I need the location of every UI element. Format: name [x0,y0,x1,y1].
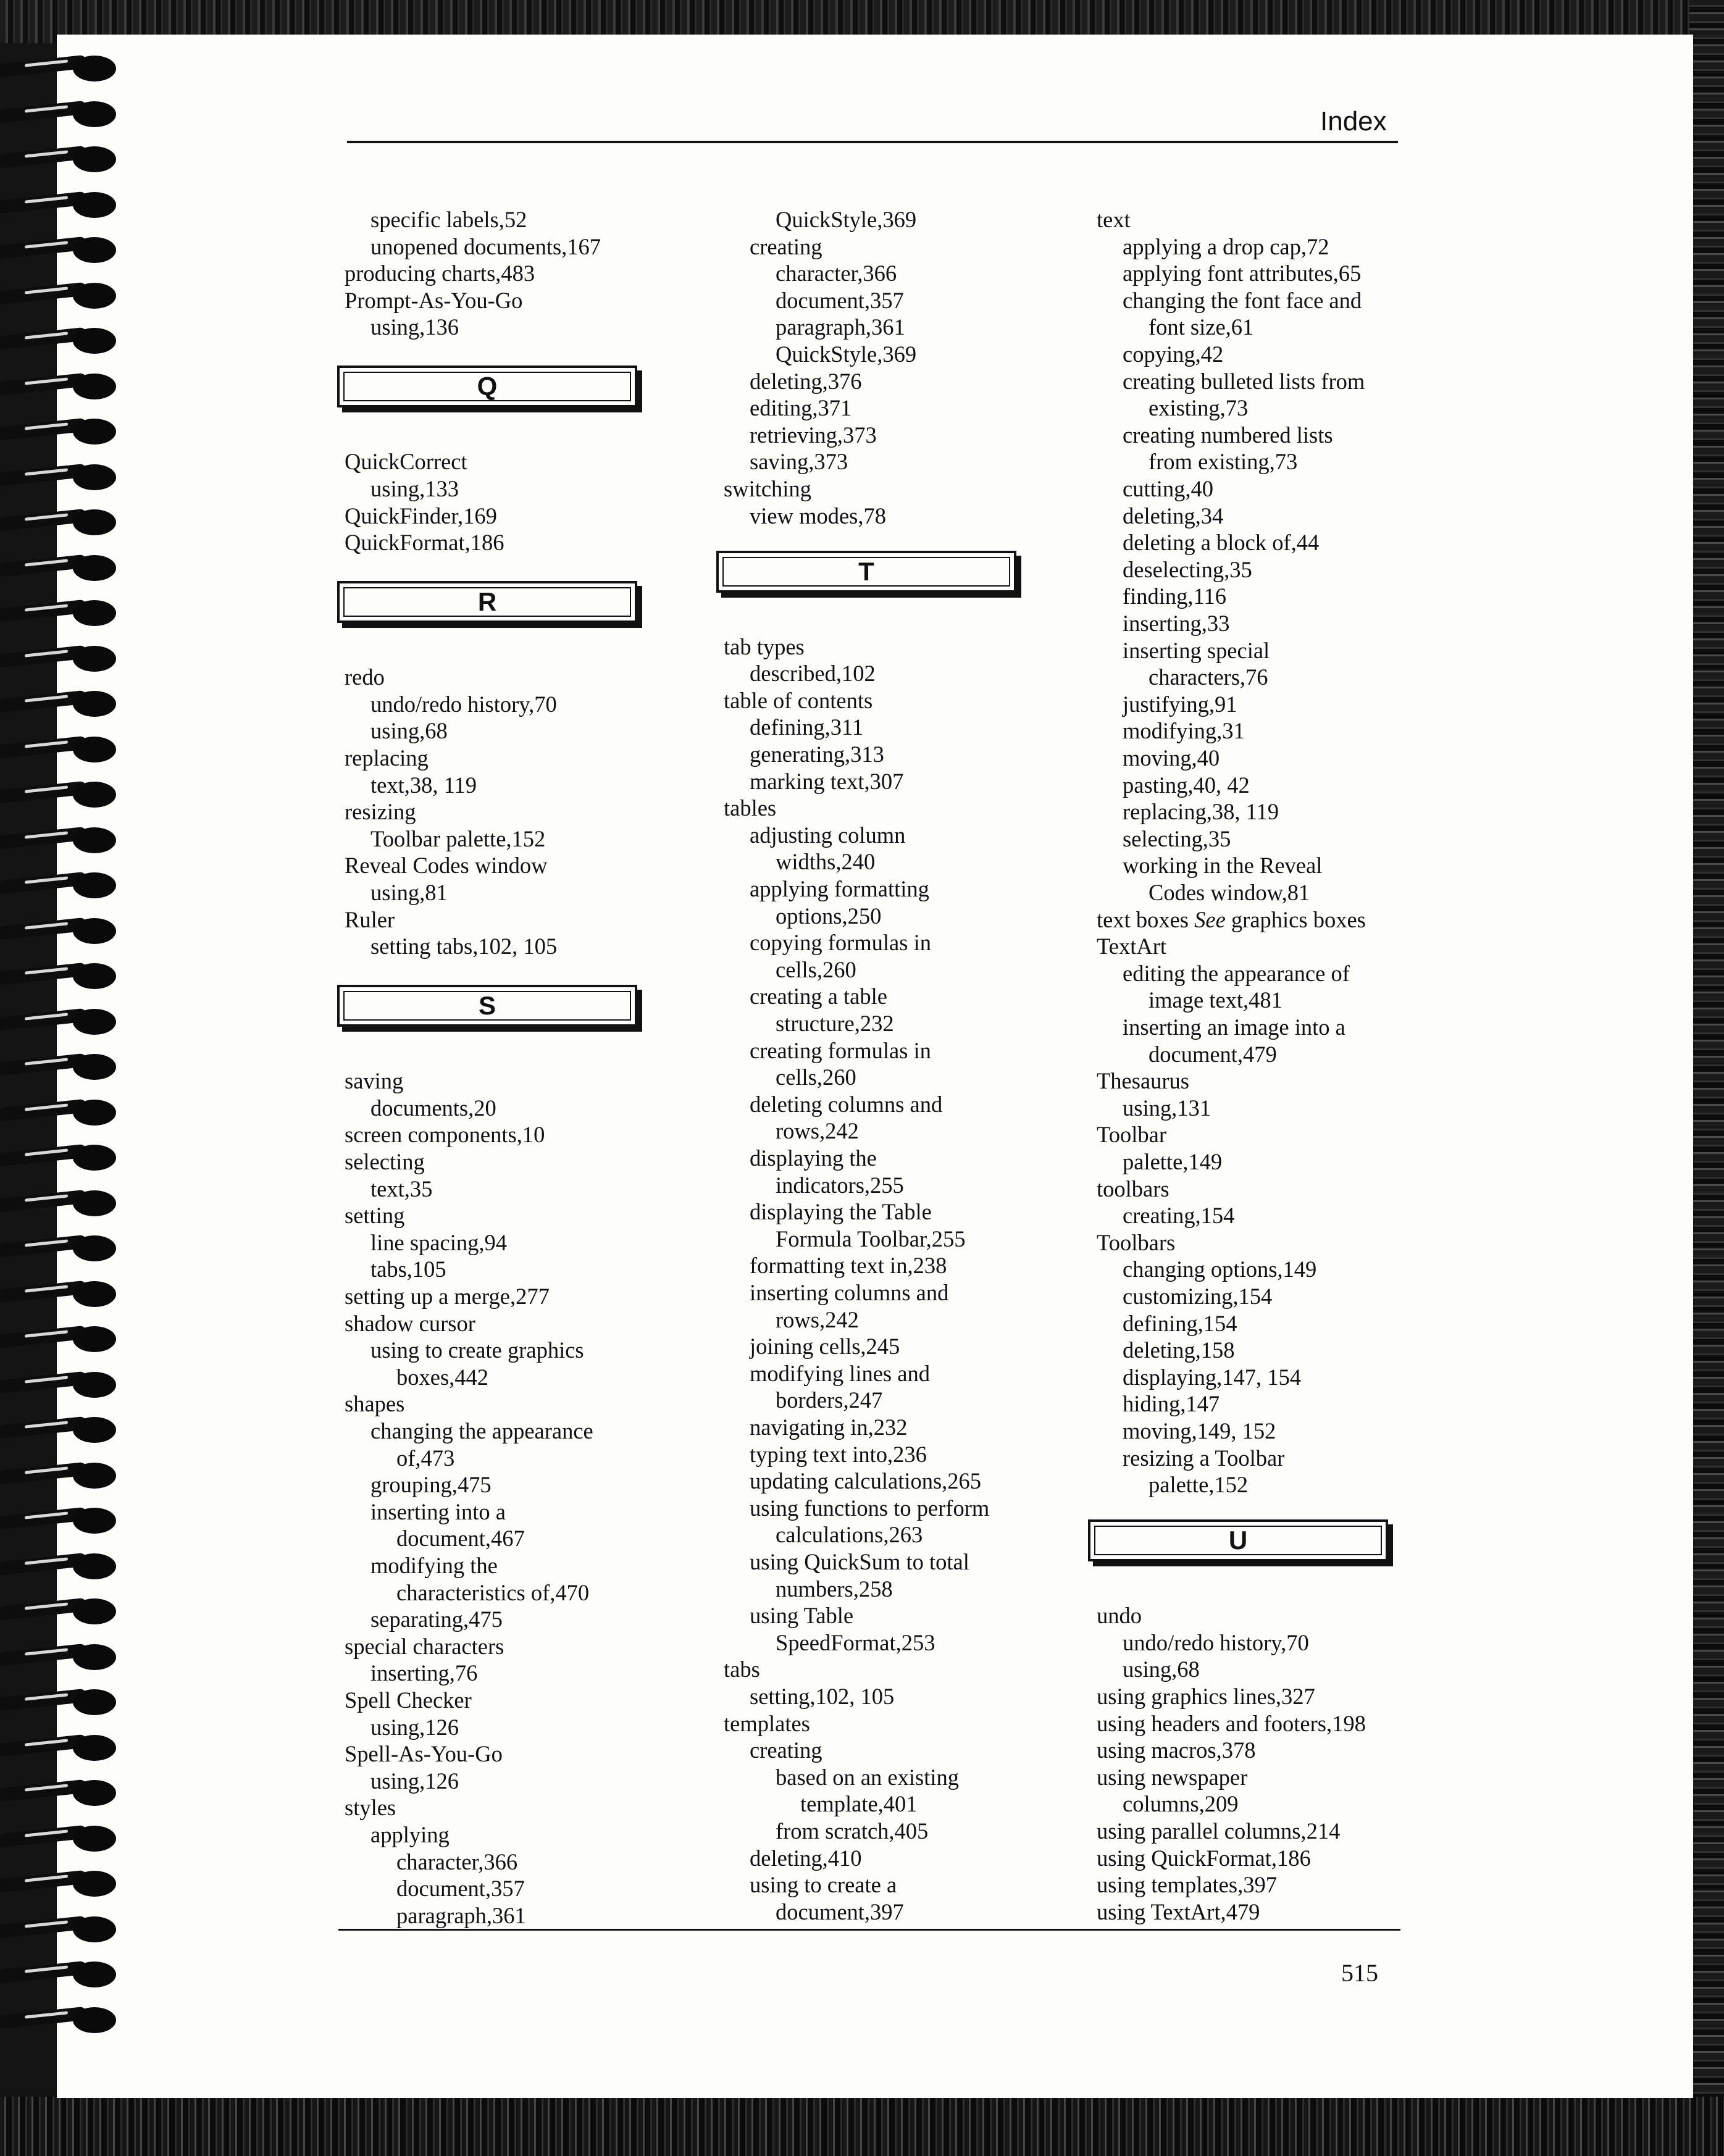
index-entry-level-1: applying [370,1822,450,1847]
index-entry-level-2: indicators,255 [776,1172,904,1198]
index-entry-level-1: inserting special [1123,637,1270,663]
index-entry-level-1: navigating in,232 [750,1414,908,1440]
binding-ring [0,1326,127,1351]
index-entry-level-2: calculations,263 [776,1522,923,1548]
index-entry-level-1: unopened documents,167 [370,233,601,259]
binding-ring [0,1826,127,1850]
section-letter-box-r [337,581,637,623]
index-entry-level-0: resizing [345,799,416,825]
index-entry-level-1: deleting,34 [1123,503,1224,529]
index-entry-level-0: using QuickFormat,186 [1097,1845,1311,1871]
index-entry-level-2: cells,260 [776,956,856,982]
index-entry-level-1: using,126 [370,1714,459,1740]
binding-ring [0,283,127,307]
index-entry-level-1: using to create graphics [370,1337,584,1363]
index-entry-level-0: shapes [345,1391,405,1417]
index-entry-level-2: rows,242 [776,1118,859,1144]
index-entry-level-2: widths,240 [776,849,876,875]
section-letter: Q [477,372,498,401]
index-entry-level-1: generating,313 [750,742,884,767]
index-entry-level-1: using,68 [370,718,448,744]
binding-ring [0,1644,127,1669]
index-entry-level-1: creating bulleted lists from [1123,368,1365,394]
section-letter: R [477,587,497,617]
index-entry-level-1: changing the font face and [1123,287,1362,313]
index-entry-level-1: defining,311 [750,714,864,740]
index-entry-level-0: shadow cursor [345,1310,475,1336]
page-number: 515 [1341,1959,1378,1987]
binding-ring [0,1281,127,1306]
index-entry-level-1: saving,373 [750,449,848,475]
index-entry-level-1: modifying,31 [1123,718,1245,744]
index-entry-level-0: using graphics lines,327 [1097,1684,1315,1709]
binding-ring [0,1100,127,1124]
index-entry-level-1: retrieving,373 [750,422,877,448]
index-entry-level-1: applying a drop cap,72 [1123,233,1329,259]
index-entry-level-1: using,81 [370,880,448,905]
binding-ring [0,374,127,398]
index-entry-level-2: characteristics of,470 [396,1579,590,1605]
index-entry-level-1: deleting,376 [750,368,862,394]
index-entry-level-0: redo [345,664,385,690]
index-entry-level-1: creating,154 [1123,1203,1235,1229]
binding-ring [0,192,127,217]
index-entry-level-1: setting,102, 105 [750,1684,895,1709]
index-entry-level-0: tables [724,795,777,821]
header-rule [347,141,1398,143]
index-entry-level-0: switching [724,476,811,501]
index-entry-level-1: using,133 [370,476,459,501]
index-entry-level-1: view modes,78 [750,503,886,529]
binding-ring [0,782,127,806]
index-entry-level-0: screen components,10 [345,1122,545,1148]
section-letter-box-s [337,985,637,1027]
binding-ring [0,56,127,80]
index-entry-level-2: options,250 [776,903,882,929]
binding-ring [0,146,127,171]
index-entry-level-2: paragraph,361 [776,314,905,340]
index-entry-level-2: character,366 [396,1849,518,1874]
index-entry-level-1: inserting,76 [370,1660,478,1686]
binding-ring [0,328,127,353]
index-entry-level-2: structure,232 [776,1011,894,1036]
index-entry-level-1: typing text into,236 [750,1441,927,1467]
scan-border-bottom [0,2097,1724,2156]
index-entry-level-1: moving,40 [1123,745,1220,771]
index-entry-level-0: templates [724,1710,810,1736]
index-entry-level-2: numbers,258 [776,1576,893,1602]
index-entry-level-0: QuickFinder,169 [345,503,497,529]
index-entry-level-1: using functions to perform [750,1495,990,1521]
binding-ring [0,1553,127,1578]
index-entry-level-0: setting [345,1203,405,1229]
index-entry-level-2: SpeedFormat,253 [776,1629,935,1655]
index-entry-level-0: TextArt [1097,934,1166,959]
index-entry-level-1: displaying the [750,1145,877,1171]
index-entry-level-1: inserting an image into a [1123,1014,1345,1040]
index-entry-level-1: using,68 [1123,1657,1200,1682]
index-entry-level-1: inserting into a [370,1498,506,1524]
index-entry-level-1: moving,149, 152 [1123,1418,1276,1444]
index-entry-level-0: Prompt-As-You-Go [345,287,523,313]
index-entry-level-0: using TextArt,479 [1097,1899,1260,1924]
binding-ring [0,1916,127,1941]
index-entry-level-1: using,126 [370,1768,459,1794]
binding-ring [0,1054,127,1079]
spiral-binding [0,43,130,2093]
index-entry-level-1: modifying the [370,1553,498,1578]
index-entry-level-1: columns,209 [1123,1791,1239,1817]
binding-ring [0,1735,127,1760]
index-entry-level-1: setting tabs,102, 105 [370,934,558,959]
binding-ring [0,1508,127,1532]
index-entry-level-0: QuickCorrect [345,449,467,475]
index-entry-level-0: Reveal Codes window [345,853,548,879]
binding-ring [0,1417,127,1442]
index-entry-level-1: deselecting,35 [1123,556,1252,582]
index-entry-level-1: specific labels,52 [370,207,527,232]
binding-ring [0,2007,127,2032]
index-entry-level-2: QuickStyle,369 [776,341,917,367]
index-entry-level-2: of,473 [396,1445,455,1471]
scan-border-right [1689,0,1724,2156]
index-entry-level-1: creating numbered lists [1123,422,1333,448]
index-entry-level-1: editing the appearance of [1123,960,1350,986]
index-entry-level-1: tabs,105 [370,1256,446,1282]
index-entry-level-0: using headers and footers,198 [1097,1710,1366,1736]
index-entry-level-1: applying formatting [750,876,929,901]
binding-ring [0,1871,127,1895]
index-entry-level-1: palette,149 [1123,1149,1223,1174]
section-letter-box-q [337,366,637,407]
index-entry-level-1: adjusting column [750,822,906,848]
index-entry-level-1: Toolbar palette,152 [370,825,546,851]
index-entry-level-1: changing the appearance [370,1418,593,1444]
binding-ring [0,419,127,443]
index-entry-level-2: characters,76 [1149,664,1268,690]
binding-ring [0,1962,127,1986]
index-entry-level-2: boxes,442 [396,1364,489,1390]
index-entry-level-2: Formula Toolbar,255 [776,1226,966,1251]
index-entry-level-2: from scratch,405 [776,1818,929,1844]
index-entry-level-2: document,467 [396,1526,525,1552]
binding-ring [0,1780,127,1805]
index-entry-level-1: inserting columns and [750,1280,949,1305]
index-entry-level-1: deleting a block of,44 [1123,530,1320,556]
index-entry-level-1: cutting,40 [1123,476,1213,501]
index-entry-level-0: using templates,397 [1097,1872,1277,1898]
index-entry-level-1: undo/redo history,70 [370,691,557,717]
index-entry-level-2: existing,73 [1149,395,1249,421]
index-entry-level-1: documents,20 [370,1095,496,1121]
index-entry-level-3: template,401 [800,1791,918,1817]
index-entry-level-1: joining cells,245 [750,1334,900,1360]
index-entry-level-1: separating,475 [370,1607,503,1632]
section-letter: S [478,991,496,1021]
binding-ring [0,464,127,489]
index-entry-level-1: using to create a [750,1872,897,1898]
index-entry-level-1: changing options,149 [1123,1256,1317,1282]
index-entry-level-1: using Table [750,1603,854,1629]
binding-ring [0,1372,127,1397]
index-entry-level-0: Spell Checker [345,1687,472,1713]
index-entry-level-2: rows,242 [776,1306,859,1332]
index-entry-level-1: copying,42 [1123,341,1224,367]
index-entry-level-1: text,38, 119 [370,772,477,798]
index-entry-level-2: cells,260 [776,1064,856,1090]
binding-ring [0,737,127,761]
index-entry-level-1: working in the Reveal [1123,853,1323,879]
index-entry-level-2: document,357 [776,287,904,313]
index-entry-level-0: Ruler [345,906,395,932]
index-entry-level-0: text boxes See graphics boxes [1097,906,1366,932]
index-entry-level-2: font size,61 [1149,314,1254,340]
index-entry-level-0: producing charts,483 [345,261,535,286]
index-entry-level-1: described,102 [750,661,876,687]
index-entry-level-2: from existing,73 [1149,449,1298,475]
index-entry-level-1: modifying lines and [750,1360,930,1386]
index-entry-level-2: document,479 [1149,1041,1277,1067]
index-entry-level-1: line spacing,94 [370,1229,507,1255]
index-entry-level-1: selecting,35 [1123,825,1231,851]
index-entry-level-1: finding,116 [1123,583,1226,609]
index-entry-level-1: resizing a Toolbar [1123,1445,1285,1471]
binding-ring [0,1463,127,1487]
binding-ring [0,918,127,943]
index-entry-level-1: displaying,147, 154 [1123,1364,1301,1390]
index-entry-level-0: tab types [724,633,805,659]
index-entry-level-1: deleting columns and [750,1091,943,1117]
index-entry-level-1: customizing,154 [1123,1284,1273,1309]
index-entry-level-1: updating calculations,265 [750,1468,982,1494]
binding-ring [0,1235,127,1260]
binding-ring [0,555,127,580]
index-entry-level-1: creating [750,1737,822,1763]
index-entry-level-0: Thesaurus [1097,1068,1190,1094]
index-entry-level-2: based on an existing [776,1764,960,1790]
index-entry-level-1: defining,154 [1123,1310,1237,1336]
index-entry-level-0: Toolbars [1097,1229,1176,1255]
index-entry-level-0: table of contents [724,687,873,713]
binding-ring [0,237,127,262]
index-entry-level-0: using newspaper [1097,1764,1248,1790]
index-entry-level-2: document,357 [396,1876,525,1902]
index-entry-level-2: character,366 [776,261,897,286]
index-entry-level-0: Spell-As-You-Go [345,1741,503,1767]
index-entry-level-1: using,136 [370,314,459,340]
index-entry-level-0: using parallel columns,214 [1097,1818,1341,1844]
binding-ring [0,1689,127,1714]
index-entry-level-0: undo [1097,1603,1142,1629]
binding-ring [0,1598,127,1623]
index-entry-level-1: deleting,158 [1123,1337,1235,1363]
index-entry-level-1: using QuickSum to total [750,1549,969,1574]
index-entry-level-0: styles [345,1795,396,1821]
binding-ring [0,872,127,897]
binding-ring [0,101,127,126]
index-entry-level-0: saving [345,1068,404,1094]
index-entry-level-1: text,35 [370,1176,433,1201]
index-entry-level-0: replacing [345,745,429,771]
index-entry-level-0: selecting [345,1149,425,1174]
index-entry-level-1: grouping,475 [370,1472,492,1498]
index-entry-level-0: using macros,378 [1097,1737,1256,1763]
binding-ring [0,600,127,625]
binding-ring [0,691,127,716]
index-entry-level-2: Codes window,81 [1149,880,1310,905]
index-entry-level-1: creating a table [750,984,887,1009]
binding-ring [0,1145,127,1169]
index-entry-level-1: replacing,38, 119 [1123,799,1279,825]
section-letter-box-t [716,551,1016,593]
index-entry-level-1: justifying,91 [1123,691,1237,717]
index-entry-level-0: setting up a merge,277 [345,1284,550,1309]
index-entry-level-1: formatting text in,238 [750,1253,947,1279]
binding-ring [0,509,127,534]
index-entry-level-0: tabs [724,1657,760,1682]
section-letter: T [858,556,874,586]
index-entry-level-1: undo/redo history,70 [1123,1629,1309,1655]
index-entry-level-1: creating formulas in [750,1037,931,1063]
index-entry-level-1: marking text,307 [750,768,904,794]
binding-ring [0,1009,127,1034]
index-entry-level-2: QuickStyle,369 [776,207,917,232]
running-header: Index [1320,106,1387,136]
index-entry-level-0: toolbars [1097,1176,1170,1201]
binding-ring [0,827,127,852]
index-entry-level-0: special characters [345,1633,504,1659]
section-letter-box-u [1088,1519,1388,1561]
index-entry-level-2: paragraph,361 [396,1902,526,1928]
index-entry-level-0: text [1097,207,1131,232]
index-entry-level-2: document,397 [776,1899,904,1924]
index-entry-level-0: Toolbar [1097,1122,1166,1148]
index-entry-level-1: creating [750,233,822,259]
index-entry-level-1: pasting,40, 42 [1123,772,1250,798]
index-entry-level-1: displaying the Table [750,1199,932,1225]
index-entry-level-2: image text,481 [1149,987,1283,1013]
index-entry-level-1: hiding,147 [1123,1391,1220,1417]
section-letter: U [1228,1526,1248,1555]
index-entry-level-2: borders,247 [776,1387,883,1413]
index-entry-level-1: deleting,410 [750,1845,862,1871]
index-entry-level-1: copying formulas in [750,930,931,956]
binding-ring [0,646,127,671]
index-entry-level-1: inserting,33 [1123,611,1230,636]
see-reference: See [1194,906,1226,932]
index-entry-level-1: editing,371 [750,395,852,421]
index-entry-level-0: QuickFormat,186 [345,530,504,556]
binding-ring [0,963,127,988]
index-entry-level-1: applying font attributes,65 [1123,261,1362,286]
binding-ring [0,1190,127,1215]
index-entry-level-1: using,131 [1123,1095,1211,1121]
index-entry-level-2: palette,152 [1149,1472,1249,1498]
